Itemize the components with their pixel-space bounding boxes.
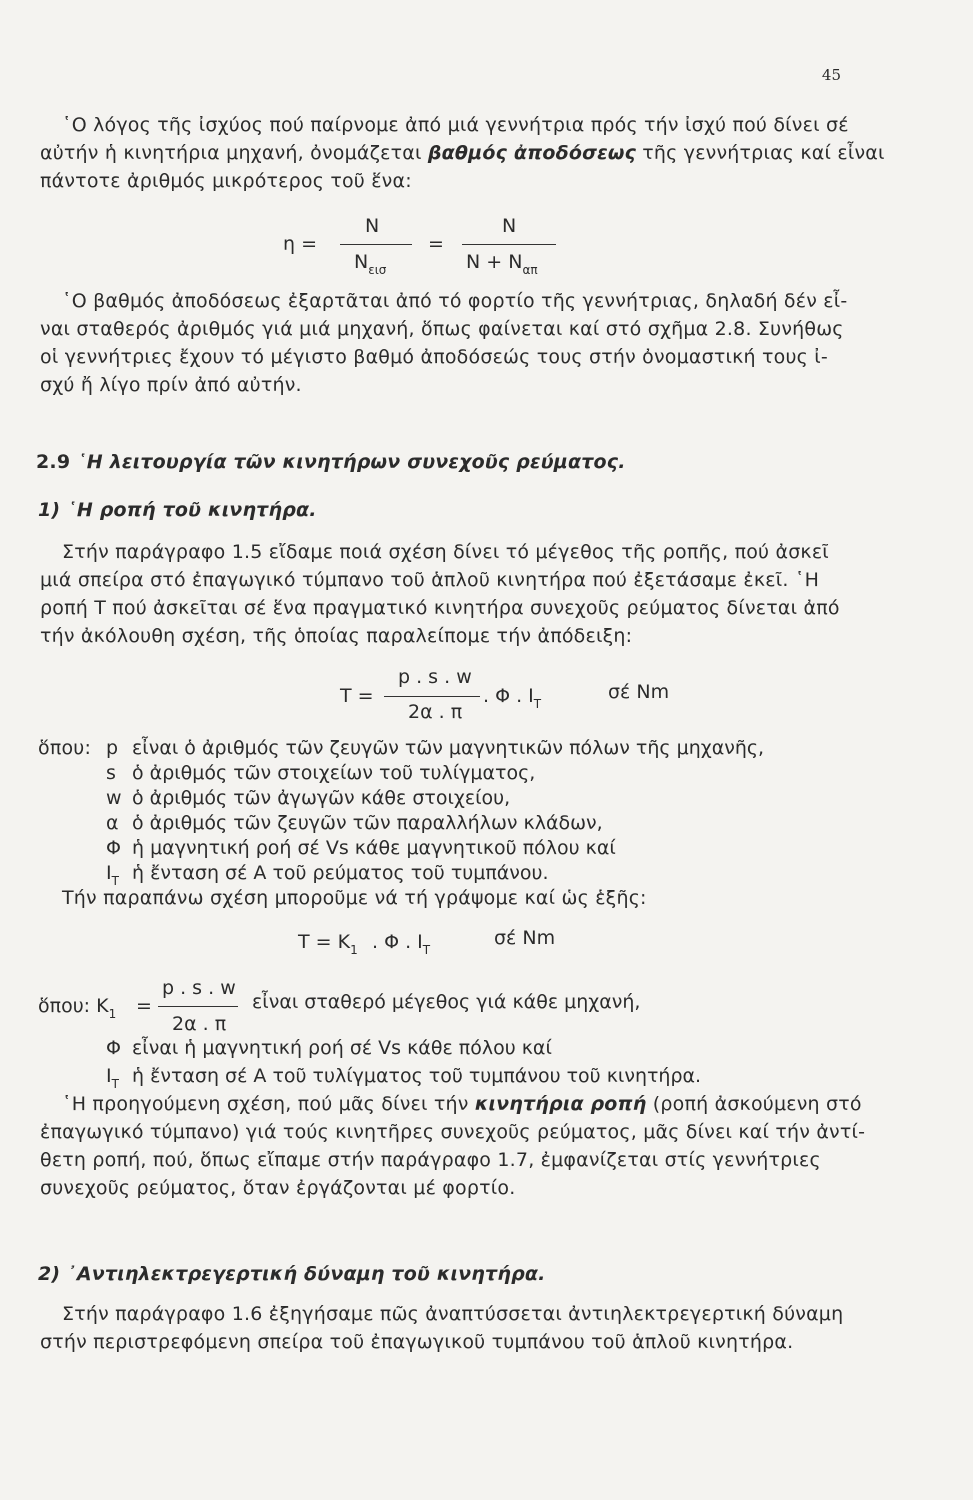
para3-line2: μιά σπείρα στό ἐπαγωγικό τύμπανο τοῦ ἁπλοῦ κινητήρα πού ἐξετάσαμε ἐκεῖ. ῾Η (40, 569, 820, 591)
para5-line1: ῾Η προηγούμενη σχέση, πού μᾶς δίνει τήν κινητήρια ροπή (ροπή ἀσκούμενη στό (62, 1093, 862, 1115)
para1-line3: πάντοτε ἀριθμός μικρότερος τοῦ ἕνα: (40, 170, 412, 192)
definition-symbol: $I_T$ (106, 1065, 119, 1091)
definition-text: ὁ ἀριθμός τῶν στοιχείων τοῦ τυλίγματος, (132, 762, 536, 784)
term-motor-torque: κινητήρια ροπή (474, 1093, 647, 1115)
para2-line2: ναι σταθερός ἀριθμός γιά μιά μηχανή, ὅπως φαίνεται καί στό σχῆμα 2.8. Συνήθως (40, 318, 844, 340)
para2-line4: σχύ ἤ λίγο πρίν ἀπό αὐτήν. (40, 374, 302, 396)
page-number: 45 (821, 66, 841, 84)
para3-line3: ροπή T πού ἀσκεῖται σέ ἕνα πραγματικό κινητήρα συνεχοῦς ρεύματος δίνεται ἀπό (40, 597, 840, 619)
para2-line3: οἱ γεννήτριες ἔχουν τό μέγιστο βαθμό ἀποδόσεώς τους στήν ὀνομαστική τους ἰ- (40, 346, 828, 368)
definition-text: εἶναι ὁ ἀριθμός τῶν ζευγῶν τῶν μαγνητικῶν πόλων τῆς μηχανῆς, (132, 737, 765, 759)
subsection1-heading: 1) ῾Η ροπή τοῦ κινητήρα. (38, 499, 317, 521)
document-page: 45 ῾Ο λόγος τῆς ἰσχύος πού παίρνομε ἀπό μιά γεννήτρια πρός τήν ἰσχύ πού δίνει σέ αὐτήν ἡ κινητήρια μηχανή, ὀνομάζεται βαθμός ἀποδόσεως τῆς γεννήτριας καί εἶναι πάντοτε ἀριθμός μικρότερος τοῦ ἕνα: η = N $N_{\varepsilon\iota\sigma}$ = N $N + N_{\alpha\pi}$ ῾Ο βαθμός ἀποδόσεως ἐξαρτᾶται ἀπό τό φορτίο τῆς γεννήτριας, δηλαδή δέν εἶ- ναι σταθερός ἀριθμός γιά μιά μηχανή, ὅπως φαίνεται καί στό σχῆμα 2.8. Συνήθως οἱ γεννήτριες ἔχουν τό μέγιστο βαθμό ἀποδόσεώς τους στήν ὀνομαστική τους ἰ- σχύ ἤ λίγο πρίν ἀπό αὐτήν. 2.9 ῾Η λειτουργία τῶν κινητήρων συνεχοῦς ρεύματος. 1) ῾Η ροπή τοῦ κινητήρα. Στήν παράγραφο 1.5 εἴδαμε ποιά σχέση δίνει τό μέγεθος τῆς ροπῆς, πού ἀσκεῖ μιά σπείρα στό ἐπαγωγικό τύμπανο τοῦ ἁπλοῦ κινητήρα πού ἐξετάσαμε ἐκεῖ. ῾Η ροπή T πού ἀσκεῖται σέ ἕνα πραγματικό κινητήρα συνεχοῦς ρεύματος δίνεται ἀπό τήν ἀκόλουθη σχέση, τῆς ὁποίας παραλείπομε τήν ἀπόδειξη: T = p . s . w 2α . π . Φ . $I_T$ σέ Nm ὅπου: p εἶναι ὁ ἀριθμός τῶν ζευγῶν τῶν μαγνητικῶν πόλων τῆς μηχανῆς, s ὁ ἀριθμός τῶν στοιχείων τοῦ τυλίγματος, w ὁ ἀριθμός τῶν ἀγωγῶν κάθε στοιχείου, α ὁ ἀριθμός τῶν ζευγῶν τῶν παραλλήλων κλάδων, Φ ἡ μαγνητική ροή σέ Vs κάθε μαγνητικοῦ πόλου καί $I_T$ ἡ ἔνταση σέ A τοῦ ρεύματος τοῦ τυμπάνου. Τήν παραπάνω σχέση μποροῦμε νά τή γράψομε καί ὡς ἑξῆς: $T = K_1$ . Φ . $I_T$ σέ Nm ὅπου: $K_1$ = p . s . w 2α . π εἶναι σταθερό μέγεθος γιά κάθε μηχανή, Φ εἶναι ἡ μαγνητική ροή σέ Vs κάθε πόλου καί $I_T$ ἡ ἔνταση σέ A τοῦ τυλίγματος τοῦ τυμπάνου τοῦ κινητήρα. ῾Η προηγούμενη σχέση, πού μᾶς δίνει τήν κινητήρια ροπή (ροπή ἀσκούμενη στό ἐπαγωγικό τύμπανο) γιά τούς κινητῆρες συνεχοῦς ρεύματος, μᾶς δίνει καί τήν ἀντί- θετη ροπή, πού, ὅπως εἴπαμε στήν παράγραφο 1.7, ἐμφανίζεται στίς γεννήτριες συνεχοῦς ρεύματος, ὅταν ἐργάζονται μέ φορτίο. 2) ᾿Αντιηλεκτρεγερτική δύναμη τοῦ κινητήρα. Στήν παράγραφο 1.6 ἐξηγήσαμε πῶς ἀναπτύσσεται ἀντιηλεκτρεγερτική δύναμη στήν περιστρεφόμενη σπείρα τοῦ ἐπαγωγικοῦ τυμπάνου τοῦ ἁπλοῦ κινητήρα. (36, 66, 885, 1353)
definition-symbol: $I_T$ (106, 862, 119, 888)
para1-line2: αὐτήν ἡ κινητήρια μηχανή, ὀνομάζεται βαθμός ἀποδόσεως τῆς γεννήτριας καί εἶναι (40, 142, 885, 164)
definition-symbol: s (106, 762, 116, 784)
definition-text: ἡ μαγνητική ροή σέ Vs κάθε μαγνητικοῦ πόλου καί (132, 837, 616, 859)
definition-text: εἶναι ἡ μαγνητική ροή σέ Vs κάθε πόλου καί (132, 1037, 552, 1059)
para1-line1: ῾Ο λόγος τῆς ἰσχύος πού παίρνομε ἀπό μιά γεννήτρια πρός τήν ἰσχύ πού δίνει σέ (62, 114, 849, 136)
defs-intro: ὅπου: (38, 737, 92, 759)
para4: Τήν παραπάνω σχέση μποροῦμε νά τή γράψομε καί ὡς ἑξῆς: (62, 887, 647, 909)
para5-line2: ἐπαγωγικό τύμπανο) γιά τούς κινητῆρες συνεχοῦς ρεύματος, μᾶς δίνει καί τήν ἀντί- (40, 1121, 866, 1143)
definition-symbol: Φ (106, 837, 121, 859)
para2-line1: ῾Ο βαθμός ἀποδόσεως ἐξαρτᾶται ἀπό τό φορτίο τῆς γεννήτριας, δηλαδή δέν εἶ- (62, 290, 848, 312)
subsection2-heading: 2) ᾿Αντιηλεκτρεγερτική δύναμη τοῦ κινητήρα. (38, 1263, 546, 1285)
term-efficiency: βαθμός ἀποδόσεως (427, 142, 637, 164)
section-heading: 2.9 ῾Η λειτουργία τῶν κινητήρων συνεχοῦς ρεύματος. (36, 451, 626, 473)
definition-text: ἡ ἔνταση σέ A τοῦ τυλίγματος τοῦ τυμπάνου τοῦ κινητήρα. (132, 1065, 702, 1087)
definition-symbol: Φ (106, 1037, 121, 1059)
definition-symbol: α (106, 812, 119, 834)
para6-line2: στήν περιστρεφόμενη σπείρα τοῦ ἐπαγωγικοῦ τυμπάνου τοῦ ἁπλοῦ κινητήρα. (40, 1331, 794, 1353)
definition-text: ὁ ἀριθμός τῶν ἀγωγῶν κάθε στοιχείου, (132, 787, 511, 809)
definition-text: ὁ ἀριθμός τῶν ζευγῶν τῶν παραλλήλων κλάδων, (132, 812, 603, 834)
para6-line1: Στήν παράγραφο 1.6 ἐξηγήσαμε πῶς ἀναπτύσσεται ἀντιηλεκτρεγερτική δύναμη (62, 1303, 844, 1325)
para5-line4: συνεχοῦς ρεύματος, ὅταν ἐργάζονται μέ φορτίο. (40, 1177, 516, 1199)
para3-line1: Στήν παράγραφο 1.5 εἴδαμε ποιά σχέση δίνει τό μέγεθος τῆς ροπῆς, πού ἀσκεῖ (62, 541, 829, 563)
definition-symbol: w (106, 787, 122, 809)
para5-line3: θετη ροπή, πού, ὅπως εἴπαμε στήν παράγραφο 1.7, ἐμφανίζεται στίς γεννήτριες (40, 1149, 821, 1171)
para3-line4: τήν ἀκόλουθη σχέση, τῆς ὁποίας παραλείπομε τήν ἀπόδειξη: (40, 625, 633, 647)
definition-text: ἡ ἔνταση σέ A τοῦ ρεύματος τοῦ τυμπάνου. (132, 862, 549, 884)
definition-symbol: p (106, 737, 119, 759)
